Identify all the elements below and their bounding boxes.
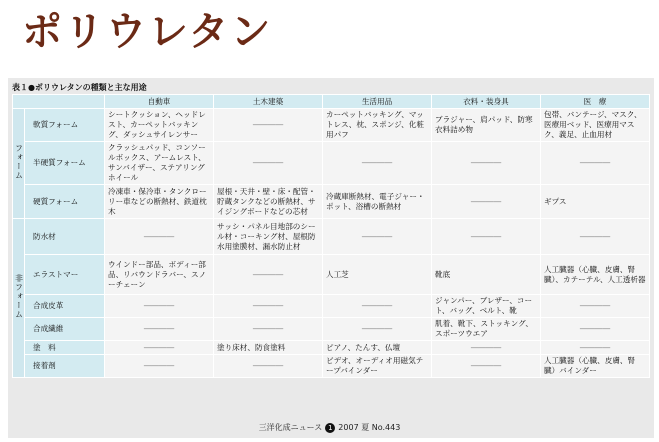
table-cell: ――――: [323, 295, 432, 318]
table-cell: 人工臓器（心臓、皮膚、腎臓）バインダー: [541, 355, 650, 378]
table-cell: ピアノ、たんす、仏壇: [323, 341, 432, 355]
table-cell: 肌着、靴下、ストッキング、スポーツウエア: [432, 318, 541, 341]
column-header: 生活用品: [323, 95, 432, 109]
table-cell: サッシ・パネル目地部のシール材・コーキング材、屋根防水用塗膜材、漏水防止材: [214, 219, 323, 255]
table-row: [13, 219, 650, 255]
table-cell: ――――: [432, 219, 541, 255]
column-header: 衣料・装身具: [432, 95, 541, 109]
table-cell: ――――: [105, 355, 214, 378]
group-label-text: フォーム: [14, 144, 24, 180]
usage-table: [12, 94, 650, 378]
table-row: [13, 318, 650, 341]
table-cell: クラッシュパッド、コンソールボックス、アームレスト、サンバイザー、ステアリングホイール: [105, 142, 214, 185]
row-label: 半硬質フォーム: [25, 142, 105, 185]
group-label-foam: [13, 109, 25, 219]
row-label: エラストマー: [25, 255, 105, 295]
table-cell: ギプス: [541, 185, 650, 219]
table-cell: ――――: [432, 355, 541, 378]
table-row: [13, 295, 650, 318]
table-cell: ――――: [432, 185, 541, 219]
table-cell: 靴底: [432, 255, 541, 295]
table-cell: 屋根・天井・壁・床・配管・貯蔵タンクなどの断熱材、サイジングボードなどの芯材: [214, 185, 323, 219]
header-corner: [13, 95, 105, 109]
table-cell: ――――: [541, 341, 650, 355]
row-label: 塗 料: [25, 341, 105, 355]
table-cell: ――――: [214, 355, 323, 378]
page-title: ポリウレタン: [22, 9, 273, 55]
table-cell: 塗り床材、防食塗料: [214, 341, 323, 355]
table-cell: カーペットバッキング、マットレス、枕、スポンジ、化粧用パフ: [323, 109, 432, 142]
row-label: 防水材: [25, 219, 105, 255]
table-row: [13, 109, 650, 142]
footer-publisher: 三洋化成ニュース: [258, 423, 323, 432]
footer-issue: 2007 夏 No.443: [338, 423, 401, 432]
table-cell: ――――: [214, 109, 323, 142]
footer: [0, 422, 659, 433]
table-cell: ――――: [432, 341, 541, 355]
table-cell: ――――: [323, 318, 432, 341]
table-cell: ――――: [541, 318, 650, 341]
table-row: [13, 185, 650, 219]
row-label: 合成皮革: [25, 295, 105, 318]
table-row: [13, 355, 650, 378]
table-cell: ブラジャー、肩パッド、防寒衣料詰め物: [432, 109, 541, 142]
table-cell: 包帯、バンテージ、マスク、医療用ベッド、医療用マスク、義足、止血用材: [541, 109, 650, 142]
table-cell: 冷凍車・保冷車・タンクローリー車などの断熱材、鉄道枕木: [105, 185, 214, 219]
table-cell: ――――: [214, 295, 323, 318]
table-cell: ビデオ、オーディオ用磁気テープバインダー: [323, 355, 432, 378]
table-cell: ――――: [105, 219, 214, 255]
table-cell: ――――: [323, 219, 432, 255]
table-cell: ――――: [541, 219, 650, 255]
table-row: [13, 341, 650, 355]
table-cell: ――――: [105, 318, 214, 341]
table-cell: ウインドー部品、ボディー部品、リバウンドラバー、スノーチェーン: [105, 255, 214, 295]
column-header: 土木建築: [214, 95, 323, 109]
column-header: 自動車: [105, 95, 214, 109]
table-row: [13, 142, 650, 185]
row-label: 接着剤: [25, 355, 105, 378]
table-cell: ――――: [541, 142, 650, 185]
table-cell: ――――: [214, 318, 323, 341]
table-caption: 表１●ポリウレタンの種類と主な用途: [12, 83, 147, 92]
header-row: [13, 95, 650, 109]
table-cell: ――――: [323, 142, 432, 185]
table-cell: ――――: [541, 295, 650, 318]
table-cell: ――――: [432, 142, 541, 185]
group-label-nonfoam: [13, 219, 25, 378]
table-cell: 冷蔵庫断熱材、電子ジャー・ポット、浴槽の断熱材: [323, 185, 432, 219]
column-header: 医 療: [541, 95, 650, 109]
table-cell: ――――: [105, 295, 214, 318]
row-label: 軟質フォーム: [25, 109, 105, 142]
table-cell: 人工臓器（心臓、皮膚、腎臓）、カテーテル、人工透析器: [541, 255, 650, 295]
table-cell: ――――: [214, 255, 323, 295]
table-cell: 人工芝: [323, 255, 432, 295]
page-number-badge: 1: [325, 423, 335, 433]
table-cell: ジャンパー、ブレザー、コート、バッグ、ベルト、靴: [432, 295, 541, 318]
row-label: 合成繊維: [25, 318, 105, 341]
table-cell: ――――: [214, 142, 323, 185]
group-label-text: 非フォーム: [14, 274, 24, 319]
table-cell: シートクッション、ヘッドレスト、カーペットバッキング、ダッシュサイレンサー: [105, 109, 214, 142]
table-row: [13, 255, 650, 295]
table-cell: ――――: [105, 341, 214, 355]
row-label: 硬質フォーム: [25, 185, 105, 219]
